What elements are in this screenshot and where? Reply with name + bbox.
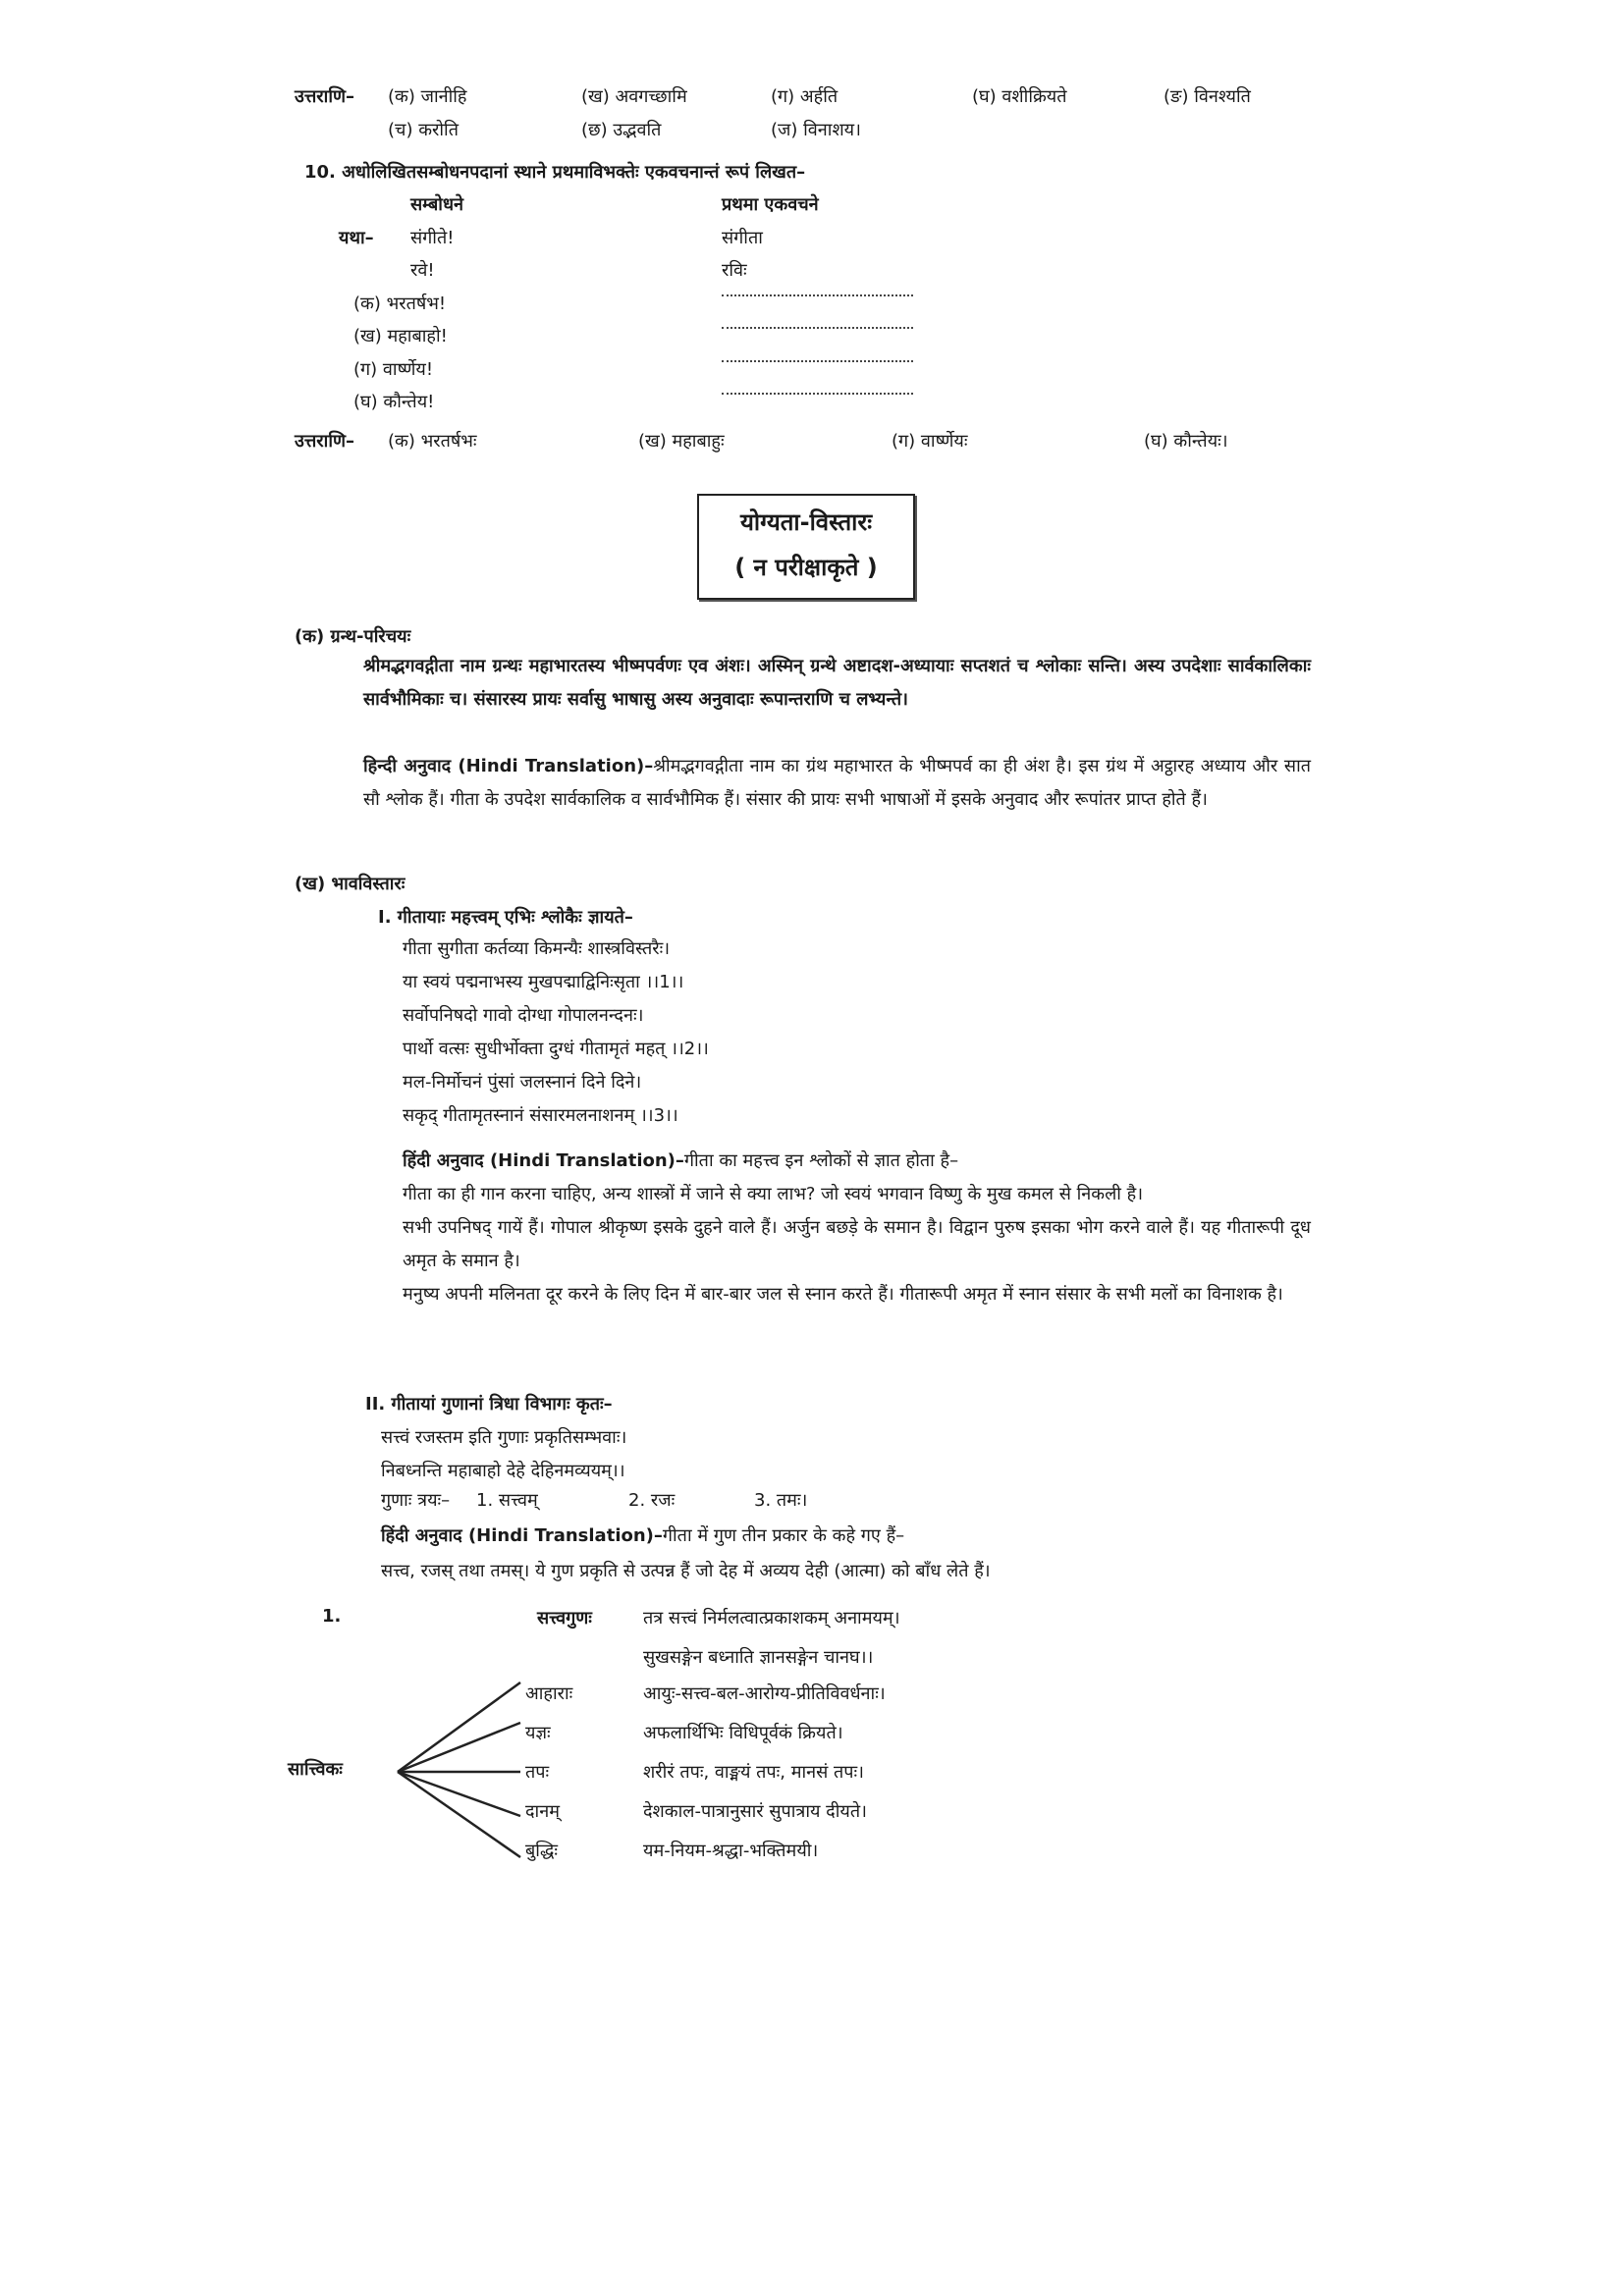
branch-text: आयुः-सत्त्व-बल-आरोग्य-प्रीतिविवर्धनाः।	[643, 1683, 886, 1704]
section-a-hindi	[363, 750, 1311, 817]
answer-item: (ख) अवगच्छामि	[581, 86, 687, 107]
branch-label: दानम्	[525, 1801, 560, 1822]
column-header-sambodhane: सम्बोधने	[410, 194, 464, 215]
sattva-guna-verse: सुखसङ्गेन बध्नाति ज्ञानसङ्गेन चानघ।।	[643, 1647, 874, 1668]
section-a-heading: (क) ग्रन्थ-परिचयः	[295, 626, 411, 647]
part1-title: I. गीतायाः महत्त्वम् एभिः श्लोकैः ज्ञायते–	[378, 907, 633, 928]
guna-item: 3. तमः।	[754, 1490, 808, 1511]
nominative-form: संगीता	[722, 228, 763, 248]
part2-hindi-line: सत्त्व, रजस् तथा तमस्। ये गुण प्रकृति से उत्पन्न हैं जो देह में अव्यय देही (आत्मा) को बाँध लेते हैं।	[381, 1561, 991, 1581]
answer-item: (क) जानीहि	[388, 86, 467, 107]
verse-line: सर्वोपनिषदो गावो दोग्धा गोपालनन्दनः।	[403, 1005, 644, 1026]
hindi-paragraph: सभी उपनिषद् गायें हैं। गोपाल श्रीकृष्ण इसके दुहने वाले हैं। अर्जुन बछड़े के समान है। विद्वान पुरुष इसका भोग करने वाले हैं। यह गीतारूपी दूध अमृत के समान है।	[403, 1217, 1311, 1271]
hindi-translation-label: हिन्दी अनुवाद (Hindi Translation)–	[363, 756, 654, 776]
section-b-heading: (ख) भावविस्तारः	[295, 874, 406, 894]
branch-text: अफलार्थिभिः विधिपूर्वकं क्रियते।	[643, 1723, 843, 1743]
answer-item: (च) करोति	[388, 120, 459, 140]
answer-blank	[722, 360, 913, 362]
branch-label: बुद्धिः	[525, 1841, 558, 1861]
vocative-form: रवे!	[410, 260, 435, 281]
verse-line: या स्वयं पद्मनाभस्य मुखपद्माद्विनिःसृता ।।1।।	[403, 972, 684, 992]
answer-item: (घ) वशीक्रियते	[972, 86, 1067, 107]
diagram-root-sattvika: सात्त्विकः	[288, 1759, 343, 1780]
branch-line	[398, 1772, 520, 1857]
box-subtitle: ( न परीक्षाकृते )	[734, 554, 878, 581]
verse-line: सकृद् गीतामृतस्नानं संसारमलनाशनम् ।।3।।	[403, 1105, 678, 1126]
hindi-paragraph: गीता का ही गान करना चाहिए, अन्य शास्त्रों में जाने से क्या लाभ? जो स्वयं भगवान विष्णु के मुख कमल से निकली है।	[403, 1184, 1144, 1204]
example-label: यथा–	[339, 228, 374, 248]
item-number: 1.	[322, 1606, 342, 1627]
sattva-guna-verse: तत्र सत्त्वं निर्मलत्वात्प्रकाशकम् अनामयम्।	[643, 1608, 900, 1629]
answer-blank	[722, 294, 913, 296]
answer-blank	[722, 393, 913, 395]
hindi-translation-label: हिंदी अनुवाद (Hindi Translation)–	[403, 1150, 684, 1171]
verse-line: पार्थो वत्सः सुधीर्भोक्ता दुग्धं गीतामृतं महत् ।।2।।	[403, 1039, 709, 1059]
hindi-text: श्रीमद्भगवद्गीता नाम का ग्रंथ महाभारत के भीष्मपर्व का ही अंश है। इस ग्रंथ में अट्ठारह अध्याय और सात सौ श्लोक हैं। गीता के उपदेश सार्वकालिक व सार्वभौमिक हैं। संसार की प्रायः सभी भाषाओं में इसके अनुवाद और रूपांतर प्राप्त होते हैं।	[363, 756, 1312, 810]
hindi-translation-label: हिंदी अनुवाद (Hindi Translation)–	[381, 1525, 663, 1546]
branch-label: तपः	[525, 1762, 550, 1783]
sattva-guna-label: सत्त्वगुणः	[537, 1608, 592, 1629]
branch-label: आहाराः	[525, 1683, 573, 1704]
answer-blank	[722, 327, 913, 329]
column-header-prathama: प्रथमा एकवचने	[722, 194, 819, 215]
part1-hindi	[403, 1145, 1311, 1311]
answer-item: (ग) अर्हति	[771, 86, 839, 107]
guna-item: 2. रजः	[628, 1490, 676, 1511]
answer-item: (ङ) विनश्यति	[1163, 86, 1251, 107]
answer-item: (छ) उद्भवति	[581, 120, 662, 140]
answer-item: (क) भरतर्षभः	[388, 431, 477, 452]
question-10-title: 10. अधोलिखितसम्बोधनपदानां स्थाने प्रथमाविभक्तेः एकवचनान्तं रूपं लिखत–	[304, 162, 806, 183]
answers-label: उत्तराणि–	[295, 431, 355, 452]
verse-line: मल-निर्मोचनं पुंसां जलस्नानं दिने दिने।	[403, 1072, 642, 1093]
nominative-form: रविः	[722, 260, 747, 281]
answer-item: (ज) विनाशय।	[771, 120, 861, 140]
section-a-sanskrit: श्रीमद्भगवद्गीता नाम ग्रन्थः महाभारतस्य भीष्मपर्वणः एव अंशः। अस्मिन् ग्रन्थे अष्टादश-अध्यायाः सप्तशतं च श्लोकाः सन्ति। अस्य उपदेशाः सार्वकालिकाः सार्वभौमिकाः च। संसारस्य प्रायः सर्वासु भाषासु अस्य अनुवादाः रूपान्तराणि च लभ्यन्ते।	[363, 656, 1311, 710]
hindi-paragraph: मनुष्य अपनी मलिनता दूर करने के लिए दिन में बार-बार जल से स्नान करते हैं। गीतारूपी अमृत में स्नान संसार के सभी मलों का विनाशक है।	[403, 1284, 1283, 1305]
part2-title: II. गीतायां गुणानां त्रिधा विभागः कृतः–	[365, 1394, 613, 1415]
hindi-intro: गीता का महत्त्व इन श्लोकों से ज्ञात होता है–	[683, 1150, 959, 1171]
answers-label: उत्तराणि–	[295, 86, 355, 107]
verse-line: सत्त्वं रजस्तम इति गुणाः प्रकृतिसम्भवाः।	[381, 1427, 627, 1448]
part1-verses	[403, 933, 709, 1133]
branch-text: यम-नियम-श्रद्धा-भक्तिमयी।	[643, 1841, 819, 1861]
branch-line	[398, 1723, 520, 1772]
verse-line: निबध्नन्ति महाबाहो देहे देहिनमव्ययम्।।	[381, 1461, 625, 1481]
branch-text: देशकाल-पात्रानुसारं सुपात्राय दीयते।	[643, 1801, 867, 1822]
vocative-form: (घ) कौन्तेय!	[353, 392, 435, 412]
branch-text: शरीरं तपः, वाङ्मयं तपः, मानसं तपः।	[643, 1762, 864, 1783]
answer-item: (ग) वार्ष्णेयः	[892, 431, 968, 452]
part2-verses	[381, 1421, 626, 1488]
vocative-form: (ग) वार्ष्णेय!	[353, 359, 434, 380]
hindi-intro: गीता में गुण तीन प्रकार के कहे गए हैं–	[662, 1525, 905, 1546]
vocative-form: संगीते!	[410, 228, 455, 248]
section-title-box	[697, 494, 915, 600]
branch-label: यज्ञः	[525, 1723, 551, 1743]
guna-item: 1. सत्त्वम्	[476, 1490, 538, 1511]
verse-line: गीता सुगीता कर्तव्या किमन्यैः शास्त्रविस्तरैः।	[403, 938, 671, 959]
branch-line	[398, 1772, 520, 1816]
vocative-form: (ख) महाबाहो!	[353, 326, 448, 347]
branch-line	[398, 1682, 520, 1772]
answer-item: (ख) महाबाहुः	[638, 431, 725, 452]
answer-item: (घ) कौन्तेयः।	[1144, 431, 1228, 452]
branch-lines	[393, 1669, 525, 1865]
gunas-label: गुणाः त्रयः–	[381, 1490, 451, 1511]
part2-hindi-heading	[381, 1523, 904, 1547]
vocative-form: (क) भरतर्षभ!	[353, 294, 447, 314]
box-title: योग्यता-विस्तारः	[739, 508, 873, 536]
